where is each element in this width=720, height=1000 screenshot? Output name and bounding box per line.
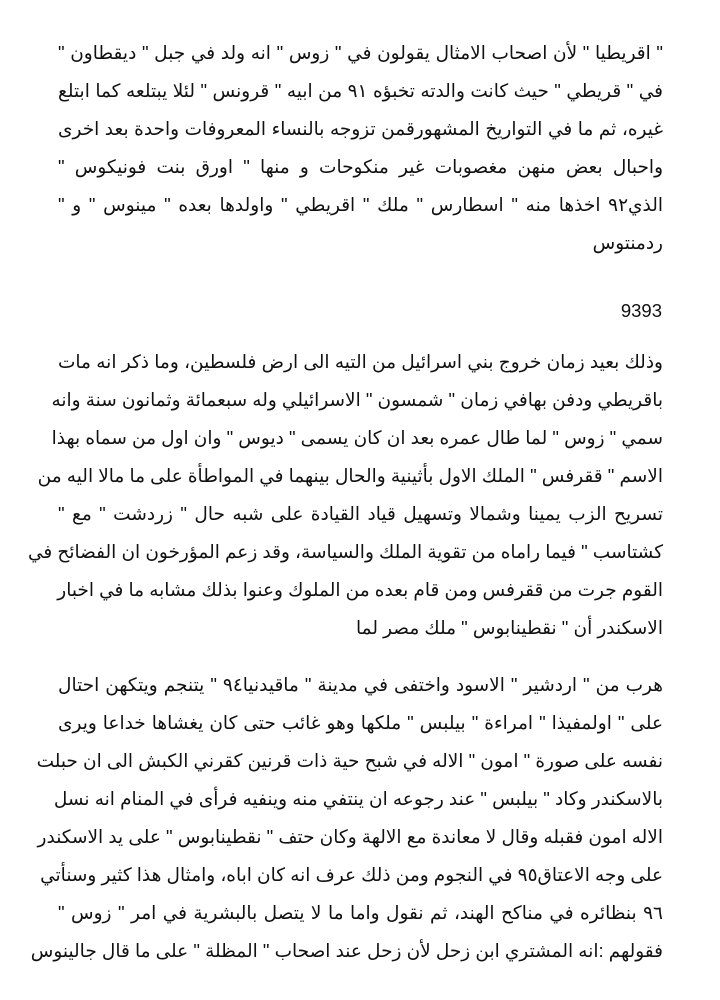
paragraph-1 (58, 34, 663, 262)
text-line: هرب من " اردشير " الاسود واختفى في مدينة " ماقيدنيا٩٤ " يتنجم ويتكهن احتال (58, 674, 663, 695)
text-line: نفسه على صورة " امون " الاله في شبح حية ذات قرنين كقرني الكبش الى ان حبلت (36, 750, 663, 771)
text-line: " اقريطيا " لأن اصحاب الامثال يقولون في " زوس " انه ولد في جبل " ديقطاون " (58, 42, 663, 63)
text-line: الذي٩٢ اخذها منه " اسطارس " ملك " اقريطي " واولدها بعده " مينوس " و " (58, 194, 663, 215)
text-line: الاسكندر أن " نقطينابوس " ملك مصر لما (355, 617, 663, 638)
text-line: كشتاسب " فيما راماه من تقوية الملك والسياسة، وقد زعم المؤرخون ان الفضائح في (28, 541, 663, 562)
text-line: القوم جرت من ققرفس ومن قام بعده من الملوك وعنوا بذلك مشابه ما في اخبار (57, 579, 663, 600)
text-line: بالاسكندر وكاد " بيلبس " عند رجوعه ان ينتفي منه وينفيه فرأى في المنام انه نسل (53, 788, 663, 809)
text-line: فقولهم :انه المشتري ابن زحل لأن زحل عند اصحاب " المظلة " على ما قال جالينوس (30, 940, 663, 961)
page-number: 9393 (620, 300, 662, 321)
text-line: الاسم " ققرفس " الملك الاول بأثينية والحال بينهما في المواطأة على ما مالا اليه من (37, 465, 663, 486)
paragraph-2 (28, 343, 663, 647)
paragraph-3 (30, 666, 663, 970)
text-line: وذلك بعيد زمان خروج بني اسرائيل من التيه الى ارض فلسطين، وما ذكر انه مات (58, 351, 663, 372)
text-line: الاله امون فقبله وقال لا معاندة مع الالهة وكان حتف " نقطينابوس " على يد الاسكندر (37, 826, 663, 847)
text-line: غيره، ثم ما في التواريخ المشهورقمن تزوجه بالنساء المعروفات واحدة بعد اخرى (58, 118, 663, 139)
text-line: على وجه الاعتاق٩٥ في النجوم ومن ذلك عرف انه كان اباه، وامثال هذا كثير وسنأتي (40, 864, 663, 885)
text-line: سمي " زوس " لما طال عمره بعد ان كان يسمى " ديوس " وان اول من سماه بهذا (51, 427, 663, 448)
text-line: تسريح الزب يمينا وشمالا وتسهيل قياد القيادة على شبه حال " زردشت " مع " (58, 503, 663, 524)
text-line: ردمنتوس (592, 232, 663, 253)
text-line: واحبال بعض منهن مغصوبات غير منكوحات و منها " اورق بنت فونيكوس " (58, 156, 663, 177)
text-line: في " قريطي " حيث كانت والدته تخبؤه ٩١ من ابيه " قرونس " لئلا يبتلعه كما ابتلع (58, 80, 663, 101)
text-line: باقريطي ودفن بهافي زمان " شمسون " الاسرائيلي وله سبعمائة وثمانون سنة وانه (51, 389, 663, 410)
text-line: على " اولمفيذا " امراءة " بيلبس " ملكها وهو غائب حتى كان يغشاها خداعا ويرى (58, 712, 663, 733)
text-line: ٩٦ بنظائره في مناكح الهند، ثم نقول واما ما لا يتصل بالبشرية في امر " زوس " (58, 902, 663, 923)
